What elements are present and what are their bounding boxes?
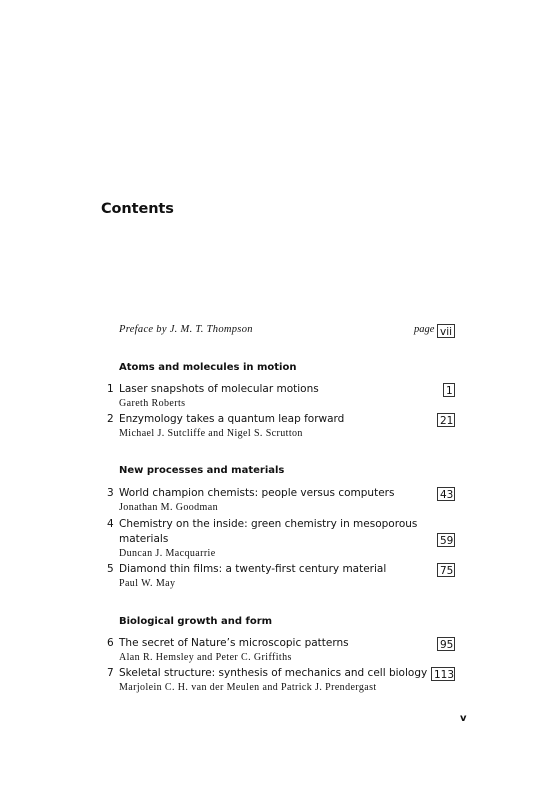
chapter-page-number: 75 xyxy=(437,563,455,577)
chapter-author: Michael J. Sutcliffe and Nigel S. Scrutton xyxy=(119,428,303,439)
chapter-title: The secret of Nature’s microscopic patterns xyxy=(119,637,349,649)
chapter-author: Duncan J. Macquarrie xyxy=(119,548,216,559)
chapter-number: 1 xyxy=(107,383,114,395)
chapter-title: materials xyxy=(119,533,169,545)
chapter-number: 3 xyxy=(107,487,114,499)
chapter-author: Jonathan M. Goodman xyxy=(119,502,218,513)
preface-page-label: page xyxy=(414,324,435,335)
chapter-page-number: 95 xyxy=(437,637,455,651)
chapter-author: Marjolein C. H. van der Meulen and Patrick J. Prendergast xyxy=(119,682,377,693)
chapter-page-number: 113 xyxy=(431,667,455,681)
chapter-author: Paul W. May xyxy=(119,578,176,589)
section-heading: Atoms and molecules in motion xyxy=(119,362,297,373)
chapter-author: Gareth Roberts xyxy=(119,398,186,409)
chapter-number: 6 xyxy=(107,637,114,649)
chapter-number: 5 xyxy=(107,563,114,575)
page-title: Contents xyxy=(101,201,174,217)
section-heading: New processes and materials xyxy=(119,465,285,476)
chapter-number: 2 xyxy=(107,413,114,425)
chapter-title: World champion chemists: people versus computers xyxy=(119,487,395,499)
chapter-number: 4 xyxy=(107,518,114,530)
chapter-title: Diamond thin films: a twenty-first century material xyxy=(119,563,387,575)
chapter-title: Skeletal structure: synthesis of mechanics and cell biology xyxy=(119,667,428,679)
section-heading: Biological growth and form xyxy=(119,616,273,627)
preface-entry: Preface by J. M. T. Thompson xyxy=(119,324,253,335)
preface-page-number: vii xyxy=(437,324,455,338)
chapter-author: Alan R. Hemsley and Peter C. Griffiths xyxy=(119,652,292,663)
chapter-title: Laser snapshots of molecular motions xyxy=(119,383,319,395)
chapter-page-number: 43 xyxy=(437,487,455,501)
chapter-title: Chemistry on the inside: green chemistry in mesoporous xyxy=(119,518,418,530)
chapter-page-number: 1 xyxy=(443,383,455,397)
chapter-number: 7 xyxy=(107,667,114,679)
chapter-title: Enzymology takes a quantum leap forward xyxy=(119,413,345,425)
chapter-page-number: 59 xyxy=(437,533,455,547)
page-folio: v xyxy=(460,713,467,724)
chapter-page-number: 21 xyxy=(437,413,455,427)
